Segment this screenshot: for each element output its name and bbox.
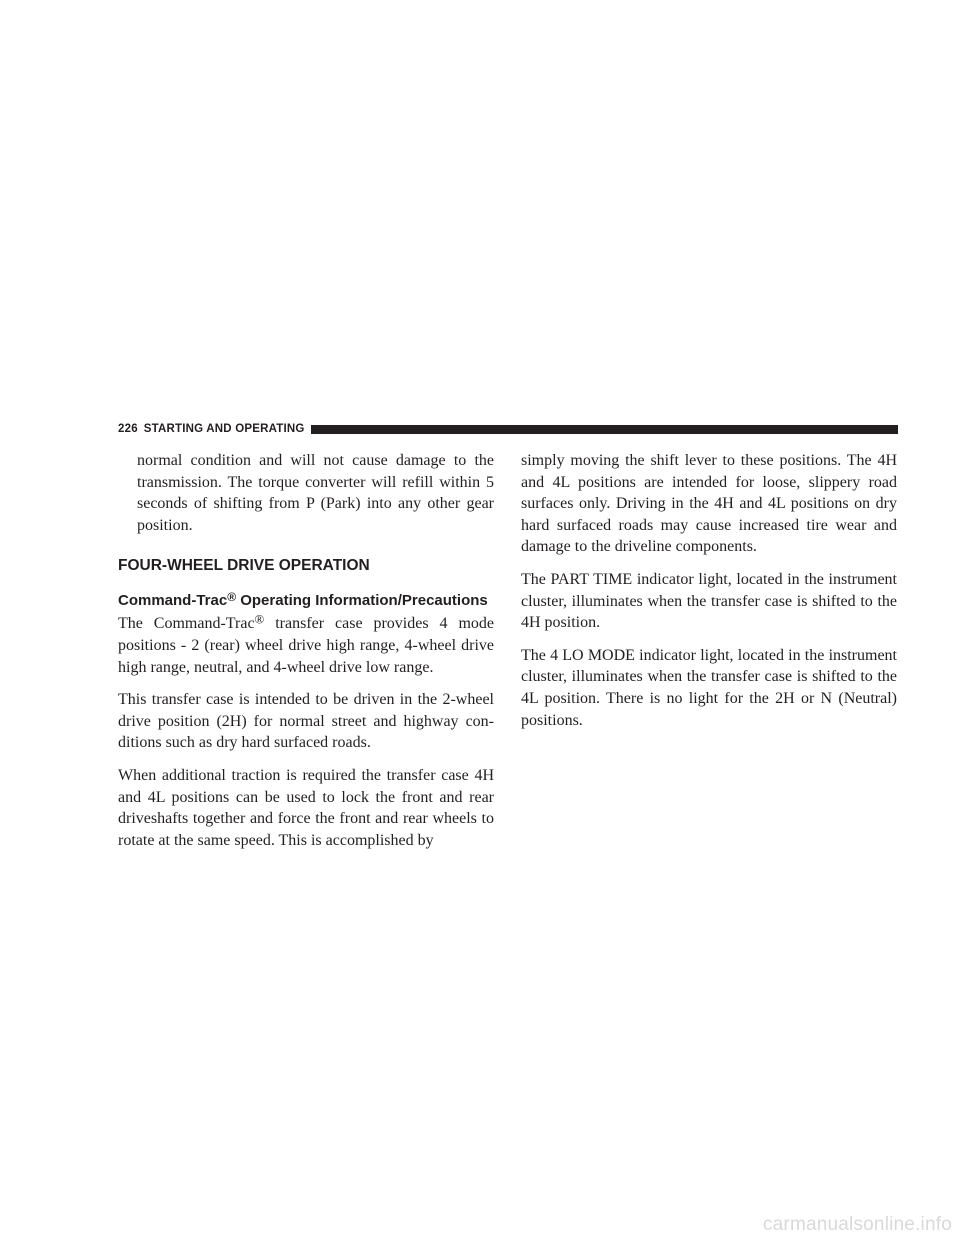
header-rule <box>311 425 898 434</box>
page-number: 226 <box>118 423 138 435</box>
body-paragraph-4lo-light: The 4 LO MODE indicator light, located in the instrument cluster, illuminates when the transfer case is shifted to the 4L position. There is no light for the 2H or N (Neutral) positions. <box>521 646 897 729</box>
page-header <box>118 421 898 437</box>
registered-mark: ® <box>227 590 237 605</box>
body-paragraph-traction: When additional traction is required the transfer case 4H and 4L positions can be used to lock the front and rear driveshafts together and force the front and rear wheels to rotate at the same speed. This is accomplished by <box>118 766 494 849</box>
section-heading: FOUR-WHEEL DRIVE OPERATION <box>118 557 370 575</box>
body-paragraph-part-time-light: The PART TIME indicator light, located in the instrument cluster, illuminates when the transfer case is shifted to the 4H position. <box>521 570 897 632</box>
continued-paragraph: normal condition and will not cause damage to the transmission. The torque converter will refill within 5 seconds of shifting from P (Park) into any other gear position. <box>137 452 494 534</box>
site-watermark: carmanualsonline.info <box>762 1214 952 1235</box>
paragraph-brand: The Command-Trac <box>118 615 255 633</box>
right-column <box>521 450 897 742</box>
running-section-title: STARTING AND OPERATING <box>143 423 305 435</box>
body-paragraph-modes <box>118 613 494 678</box>
subsection-heading <box>118 591 494 610</box>
paragraph-text: transfer case provides 4 mode positions - 2 (rear) wheel drive high range, 4-wheel drive high range, neutral, and 4-wheel drive low range. <box>118 615 494 676</box>
subsection-heading-rest: Operating Information/Precautions <box>240 592 488 610</box>
left-column <box>118 450 494 862</box>
body-paragraph-shift-lever: simply moving the shift lever to these positions. The 4H and 4L positions are intended for loose, slippery road surfaces only. Driving in the 4H and 4L positions on dry hard surfaced roads may cause increased tire wear and damage to the driveline components. <box>521 452 897 556</box>
body-paragraph-2wd: This transfer case is intended to be driven in the 2-wheel drive position (2H) for normal street and highway conditions such as dry hard surfaced roads. <box>118 691 494 752</box>
subsection-heading-brand: Command-Trac <box>118 592 228 610</box>
registered-mark: ® <box>254 612 265 627</box>
